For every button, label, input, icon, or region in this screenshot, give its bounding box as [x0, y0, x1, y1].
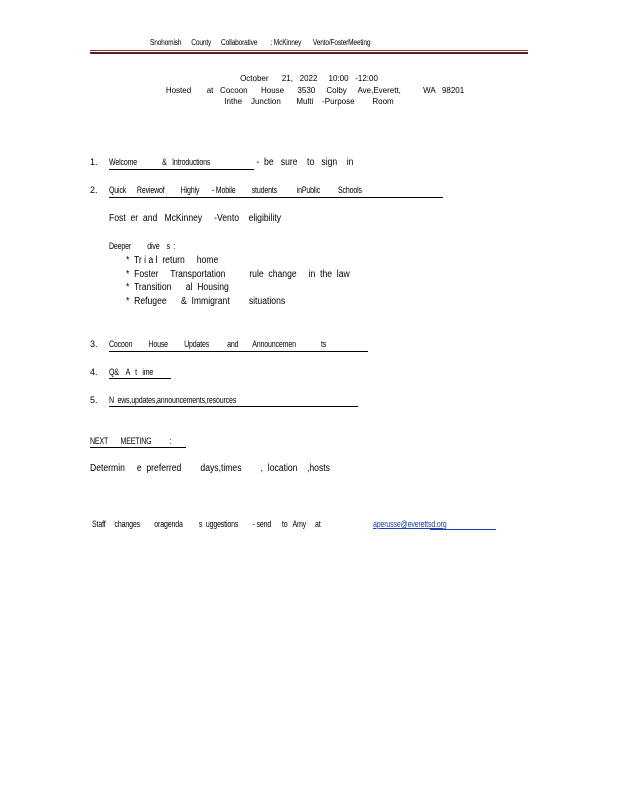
agenda-item-underline — [109, 169, 254, 170]
agenda-item-qa: Q& A t ime — [109, 367, 164, 377]
agenda-number: 5. — [90, 395, 98, 405]
meeting-room: Inthe Junction Multi -Purpose Room — [224, 97, 394, 106]
email-link-underline-extension — [430, 529, 496, 530]
agenda-number: 1. — [90, 157, 98, 167]
deeper-dive-item: * Tr i a l return home — [126, 255, 219, 266]
agenda-number: 2. — [90, 185, 98, 195]
agenda-item-underline — [109, 351, 368, 352]
email-link[interactable]: aperusse@everettsd.org — [373, 519, 447, 529]
agenda-item-underline — [109, 197, 443, 198]
next-meeting-heading: NEXT MEETING : — [90, 436, 172, 446]
meeting-date-time: October 21, 2022 10:00 -12:00 — [240, 74, 378, 83]
agenda-item-review: Quick Reviewof Highly - Mobile students inPublic Schools — [109, 185, 386, 195]
deeper-dive-item: * Refugee & Immigrant situations — [126, 296, 286, 307]
eligibility-line: Fost er and McKinney -Vento eligibility — [109, 213, 282, 224]
header-rule-thick — [90, 52, 528, 54]
deeper-dive-item: * Foster Transportation rule change in the law — [126, 269, 350, 280]
agenda-item-welcome: Welcome & Introductions — [109, 157, 247, 167]
agenda-item-suffix: - be sure to sign in — [254, 157, 354, 168]
header-rule-thin — [90, 50, 528, 51]
agenda-number: 3. — [90, 339, 98, 349]
agenda-item-underline — [109, 378, 171, 379]
next-meeting-line: Determin e preferred days,times , location ,hosts — [90, 463, 330, 474]
agenda-number: 4. — [90, 367, 98, 377]
agenda-item-news: N ews,updates,announcements,resources — [109, 395, 337, 405]
deeper-dive-item: * Transition al Housing — [126, 282, 229, 293]
deeper-dives-heading: Deeper dive s : — [109, 241, 176, 251]
document-header-title: Snohomish County Collaborative : McKinney Vento/FosterMeeting — [150, 38, 371, 47]
footer-text: Staff changes oragenda s uggestions - send to Amy at — [92, 519, 323, 529]
agenda-item-cocoon-updates: Cocoon House Updates and Announcemen ts — [109, 339, 327, 349]
next-meeting-underline — [90, 447, 186, 448]
meeting-host-address: Hosted at Cocoon House 3530 Colby Ave,Everett, WA 98201 — [165, 86, 465, 95]
agenda-item-underline — [109, 406, 358, 407]
